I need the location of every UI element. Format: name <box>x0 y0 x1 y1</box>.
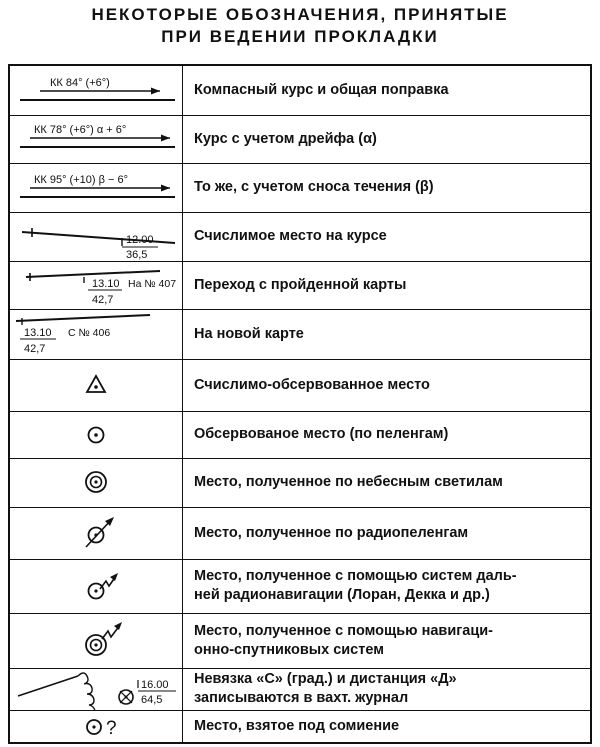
legend-row-long-range-fix <box>10 559 590 614</box>
description-text: Переход с пройденной карты <box>194 276 407 293</box>
symbol-cell <box>10 163 183 212</box>
description <box>194 66 584 115</box>
symbol-cell <box>10 212 183 261</box>
description <box>194 115 584 163</box>
legend-row-misclosure <box>10 668 590 711</box>
symbol-cell <box>10 115 183 163</box>
description-text-line-2: онно-спутниковых систем <box>194 641 384 658</box>
legend-row-current <box>10 163 590 213</box>
transfer-log: 42,7 <box>92 294 114 306</box>
description-text: Место, полученное по небесным светилам <box>194 474 503 490</box>
description-text: Компасный курс и общая поправка <box>194 82 449 98</box>
title-line-2: ПРИ ВЕДЕНИИ ПРОКЛАДКИ <box>161 27 439 46</box>
legend-row-drift <box>10 115 590 164</box>
long-range-nav-fix-icon <box>10 559 182 613</box>
description <box>194 507 584 559</box>
description-text: Обсервованое место (по пеленгам) <box>194 426 449 442</box>
description-text: Невязка «С» (град.) и дистанция «Д» <box>194 671 457 687</box>
new-chart-log: 42,7 <box>24 343 46 355</box>
title-line-1: НЕКОТОРЫЕ ОБОЗНАЧЕНИЯ, ПРИНЯТЫЕ <box>91 5 509 24</box>
drift-course-symbol <box>10 115 182 163</box>
legend-row-doubtful-position <box>10 710 590 742</box>
doubtful-position-icon <box>10 710 182 742</box>
description <box>194 212 584 261</box>
description <box>194 411 584 458</box>
description-text: Место, полученное с помощью навигаци- <box>194 622 494 639</box>
legend-row-dr-observed <box>10 359 590 412</box>
page-title <box>0 4 600 48</box>
description-text: Место, полученное по радиопеленгам <box>194 524 469 541</box>
bearing-fix-circle-icon <box>10 411 182 458</box>
compass-course-symbol <box>10 66 182 115</box>
legend-row-dr-position <box>10 212 590 262</box>
transfer-chart-note: На № 407 <box>128 278 177 290</box>
legend-row-compass-course <box>10 66 590 116</box>
description <box>194 668 584 710</box>
dr-observed-triangle-icon <box>10 359 182 411</box>
symbol-cell <box>10 507 183 559</box>
dr-log: 36,5 <box>126 249 148 261</box>
compass-course-label: КК 84° (+6°) <box>50 77 110 89</box>
legend-row-radio-bearing-fix <box>10 507 590 560</box>
current-course-label: КК 95° (+10) β − 6° <box>34 174 128 186</box>
legend-row-new-chart <box>10 309 590 360</box>
symbol-cell <box>10 309 183 359</box>
description-text: Курс с учетом дрейфа (α) <box>194 130 377 147</box>
new-chart-time: 13.10 <box>24 327 52 339</box>
description <box>194 458 584 507</box>
description-text: На новой карте <box>194 325 304 342</box>
misclosure-symbol <box>10 668 182 710</box>
legend-table <box>8 64 592 744</box>
description <box>194 710 584 742</box>
description <box>194 163 584 212</box>
chart-transfer-symbol <box>10 261 182 309</box>
symbol-cell <box>10 261 183 309</box>
symbol-cell <box>10 710 183 742</box>
description <box>194 309 584 359</box>
description <box>194 613 584 668</box>
misclosure-log: 64,5 <box>141 694 163 706</box>
symbol-cell <box>10 359 183 411</box>
symbol-cell <box>10 411 183 458</box>
description-text: Место, взятое под сомиение <box>194 717 400 734</box>
transfer-time: 13.10 <box>92 278 120 290</box>
legend-row-satellite-fix <box>10 613 590 669</box>
description-text: Счислимое место на курсе <box>194 228 387 244</box>
current-course-symbol <box>10 163 182 212</box>
symbol-cell <box>10 66 183 115</box>
dr-time: 12.00 <box>126 234 154 246</box>
new-chart-symbol <box>10 309 182 359</box>
legend-row-bearing-fix <box>10 411 590 459</box>
description-text-line-2: записываются в вахт. журнал <box>194 690 409 706</box>
symbol-cell <box>10 613 183 668</box>
question-mark: ? <box>106 718 117 739</box>
description-text: То же, с учетом сноса течения (β) <box>194 179 434 195</box>
description-text: Счислимо-обсервованное место <box>194 376 430 393</box>
legend-row-celestial-fix <box>10 458 590 508</box>
symbol-cell <box>10 668 183 710</box>
description <box>194 359 584 411</box>
new-chart-note: С № 406 <box>68 327 111 339</box>
radio-bearing-fix-icon <box>10 507 182 559</box>
legend-row-chart-transfer <box>10 261 590 310</box>
dr-position-symbol <box>10 212 182 261</box>
drift-course-label: КК 78° (+6°) α + 6° <box>34 124 127 136</box>
symbol-cell <box>10 458 183 507</box>
satellite-nav-fix-icon <box>10 613 182 668</box>
description-text: Место, полученное с помощью систем даль- <box>194 568 517 584</box>
description <box>194 261 584 309</box>
celestial-fix-double-circle-icon <box>10 458 182 507</box>
misclosure-time: 16.00 <box>141 679 169 691</box>
symbol-cell <box>10 559 183 613</box>
description <box>194 559 584 613</box>
description-text-line-2: ней радионавигации (Лоран, Декка и др.) <box>194 587 490 603</box>
